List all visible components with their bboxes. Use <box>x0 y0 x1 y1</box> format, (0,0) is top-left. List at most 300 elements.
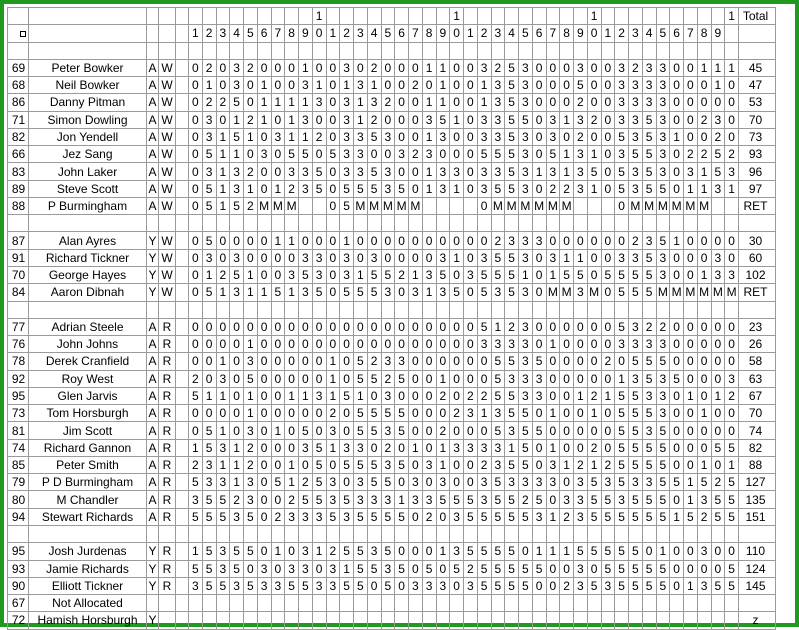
score-cell: 3 <box>491 77 505 94</box>
score-cell: 1 <box>216 284 230 301</box>
score-cell: 1 <box>697 405 711 422</box>
empty-cell <box>697 301 711 318</box>
score-cell: 3 <box>422 456 436 473</box>
score-cell: 3 <box>436 474 450 491</box>
score-cell: 5 <box>230 94 244 111</box>
score-cell: 2 <box>202 94 216 111</box>
score-cell <box>299 612 313 629</box>
score-cell: 3 <box>216 370 230 387</box>
score-cell: 3 <box>642 59 656 76</box>
score-cell: 0 <box>189 111 203 128</box>
score-cell: 1 <box>587 180 601 197</box>
empty-cell <box>159 301 176 318</box>
score-cell: 5 <box>340 284 354 301</box>
score-cell: 1 <box>244 128 258 145</box>
score-cell: 0 <box>560 560 574 577</box>
score-cell: 5 <box>216 577 230 594</box>
empty-cell <box>159 25 176 42</box>
score-cell: 1 <box>312 543 326 560</box>
score-cell: 1 <box>244 387 258 404</box>
unit-digit-cell: 9 <box>436 25 450 42</box>
score-cell: 0 <box>464 77 478 94</box>
score-cell: 0 <box>670 180 684 197</box>
score-cell: 2 <box>697 111 711 128</box>
competitor-number: 94 <box>8 508 29 525</box>
score-cell: 2 <box>367 111 381 128</box>
score-cell: 0 <box>560 387 574 404</box>
score-cell: 5 <box>354 560 368 577</box>
score-cell: 0 <box>464 232 478 249</box>
score-cell: 5 <box>615 266 629 283</box>
empty-cell <box>176 249 189 266</box>
score-cell: 2 <box>601 353 615 370</box>
score-cell: 2 <box>574 128 588 145</box>
score-cell: 2 <box>312 128 326 145</box>
empty-cell <box>505 42 519 59</box>
empty-cell <box>257 215 271 232</box>
score-cell: 5 <box>601 560 615 577</box>
total-header: Total <box>739 8 776 25</box>
score-cell: 1 <box>560 163 574 180</box>
score-cell: 3 <box>519 353 533 370</box>
tens-digit-cell <box>546 8 560 25</box>
score-cell: 0 <box>257 474 271 491</box>
score-cell: 0 <box>684 266 698 283</box>
score-cell: 0 <box>464 94 478 111</box>
score-cell: 3 <box>354 474 368 491</box>
score-cell: 0 <box>546 59 560 76</box>
competitor-row <box>8 94 776 111</box>
empty-cell <box>8 42 29 59</box>
score-cell: 3 <box>574 111 588 128</box>
score-cell: 0 <box>464 146 478 163</box>
score-cell <box>546 595 560 612</box>
score-cell: 5 <box>381 577 395 594</box>
score-cell: 3 <box>340 266 354 283</box>
score-cell: 2 <box>587 439 601 456</box>
score-cell: 0 <box>189 128 203 145</box>
empty-cell <box>491 301 505 318</box>
score-cell: 0 <box>684 128 698 145</box>
score-cell: 5 <box>464 491 478 508</box>
competitor-name: Tom Horsburgh <box>29 405 147 422</box>
score-cell: 5 <box>299 266 313 283</box>
score-cell: 1 <box>230 146 244 163</box>
score-cell: 0 <box>409 422 423 439</box>
empty-cell <box>574 42 588 59</box>
empty-cell <box>670 42 684 59</box>
score-cell: 1 <box>285 94 299 111</box>
empty-cell <box>176 543 189 560</box>
score-cell: 0 <box>532 456 546 473</box>
score-cell: 5 <box>299 491 313 508</box>
score-cell <box>629 595 643 612</box>
score-cell: 1 <box>684 180 698 197</box>
score-cell: M <box>685 199 696 214</box>
score-cell: 0 <box>202 336 216 353</box>
score-cell: 3 <box>381 180 395 197</box>
score-cell: 0 <box>409 405 423 422</box>
score-cell: 0 <box>532 128 546 145</box>
tens-digit-cell <box>244 8 258 25</box>
score-cell: 0 <box>450 474 464 491</box>
score-cell: 3 <box>519 146 533 163</box>
empty-cell <box>367 215 381 232</box>
score-cell <box>271 612 285 629</box>
score-cell: 2 <box>725 146 739 163</box>
score-cell: 5 <box>312 474 326 491</box>
score-cell: 3 <box>642 474 656 491</box>
competitor-number: 83 <box>8 163 29 180</box>
score-cell: 3 <box>340 508 354 525</box>
score-cell: 5 <box>574 266 588 283</box>
tens-digit-cell <box>477 8 491 25</box>
score-cell: M <box>534 199 545 214</box>
empty-cell <box>464 42 478 59</box>
score-cell: 2 <box>477 387 491 404</box>
class-code: A <box>148 371 157 386</box>
score-cell: 0 <box>464 59 478 76</box>
unit-digit-cell: 2 <box>477 25 491 42</box>
score-cell: 1 <box>244 405 258 422</box>
score-cell: 3 <box>230 284 244 301</box>
score-cell: 0 <box>450 232 464 249</box>
tens-digit-cell <box>491 8 505 25</box>
score-cell: 1 <box>216 146 230 163</box>
empty-cell <box>257 525 271 542</box>
score-cell: 3 <box>629 163 643 180</box>
empty-cell <box>176 94 189 111</box>
score-cell: 5 <box>340 456 354 473</box>
bike-code: W <box>159 94 176 111</box>
score-cell: 5 <box>230 266 244 283</box>
score-cell: 3 <box>642 94 656 111</box>
empty-cell <box>381 301 395 318</box>
competitor-name: P Burmingham <box>29 197 147 214</box>
score-cell: 0 <box>312 336 326 353</box>
empty-cell <box>159 8 176 25</box>
score-cell: 5 <box>505 456 519 473</box>
score-cell: 3 <box>491 405 505 422</box>
tens-digit-cell <box>189 8 203 25</box>
score-cell: M <box>355 199 366 214</box>
score-cell: 0 <box>464 474 478 491</box>
unit-digit-cell: 7 <box>271 25 285 42</box>
score-cell: 5 <box>615 405 629 422</box>
score-cell: 2 <box>230 491 244 508</box>
competitor-name: John Laker <box>29 163 147 180</box>
score-cell: 3 <box>532 387 546 404</box>
competitor-name: Josh Jurdenas <box>29 543 147 560</box>
score-cell: 3 <box>656 387 670 404</box>
total-cell: 58 <box>739 353 776 370</box>
score-cell: 5 <box>340 180 354 197</box>
score-cell: M <box>286 199 297 214</box>
score-cell: 2 <box>216 266 230 283</box>
score-cell <box>257 612 271 629</box>
score-cell: 0 <box>244 232 258 249</box>
competitor-row <box>8 543 776 560</box>
competitor-name: Adrian Steele <box>29 318 147 335</box>
score-cell: 0 <box>285 543 299 560</box>
score-cell: 0 <box>216 336 230 353</box>
score-cell: 0 <box>354 232 368 249</box>
score-cell: 0 <box>560 370 574 387</box>
score-cell: 0 <box>354 249 368 266</box>
score-cell: 2 <box>299 474 313 491</box>
score-cell: 5 <box>656 422 670 439</box>
empty-cell <box>312 42 326 59</box>
score-cell: 1 <box>436 370 450 387</box>
empty-cell <box>422 215 436 232</box>
score-cell: 5 <box>477 146 491 163</box>
score-cell: 3 <box>629 249 643 266</box>
score-cell: 5 <box>244 370 258 387</box>
score-cell: 0 <box>312 111 326 128</box>
score-cell: M <box>410 199 421 214</box>
score-cell: 0 <box>574 232 588 249</box>
score-cell: 0 <box>684 456 698 473</box>
score-cell: 3 <box>491 94 505 111</box>
tens-digit-cell: 1 <box>587 8 601 25</box>
competitor-number: 88 <box>8 197 29 214</box>
score-cell: 0 <box>409 543 423 560</box>
score-cell: 0 <box>601 94 615 111</box>
score-cell <box>560 595 574 612</box>
score-cell: 1 <box>697 163 711 180</box>
empty-cell <box>176 111 189 128</box>
score-cell: 3 <box>546 111 560 128</box>
score-cell: 3 <box>312 249 326 266</box>
score-cell: 1 <box>271 422 285 439</box>
score-cell: 0 <box>271 163 285 180</box>
score-cell <box>574 595 588 612</box>
score-cell: 5 <box>230 560 244 577</box>
score-cell: 3 <box>436 163 450 180</box>
empty-cell <box>176 336 189 353</box>
score-cell: 1 <box>615 370 629 387</box>
empty-cell <box>409 301 423 318</box>
score-cell: 1 <box>354 111 368 128</box>
score-cell: 5 <box>629 508 643 525</box>
score-cell: 0 <box>670 577 684 594</box>
score-cell: 2 <box>409 146 423 163</box>
score-cell: 5 <box>381 543 395 560</box>
score-cell: 0 <box>684 318 698 335</box>
score-cell: 3 <box>436 128 450 145</box>
score-cell: 2 <box>491 232 505 249</box>
score-cell: 3 <box>629 77 643 94</box>
competitor-row <box>8 439 776 456</box>
score-cell <box>711 595 725 612</box>
score-cell: 5 <box>615 180 629 197</box>
score-cell <box>477 595 491 612</box>
score-cell: 3 <box>656 163 670 180</box>
score-cell: 0 <box>725 543 739 560</box>
score-cell: 0 <box>257 232 271 249</box>
score-cell: 3 <box>477 59 491 76</box>
score-cell: 0 <box>436 353 450 370</box>
score-cell: 3 <box>505 370 519 387</box>
score-cell: 1 <box>216 387 230 404</box>
total-cell: 47 <box>739 77 776 94</box>
score-cell: 1 <box>354 94 368 111</box>
score-cell: 0 <box>230 370 244 387</box>
score-cell: 5 <box>312 439 326 456</box>
empty-cell <box>601 525 615 542</box>
score-cell: 3 <box>436 577 450 594</box>
score-cell: 0 <box>216 249 230 266</box>
total-cell: 70 <box>739 405 776 422</box>
score-cell: 1 <box>725 456 739 473</box>
competitor-number: 93 <box>8 560 29 577</box>
empty-cell <box>230 215 244 232</box>
score-cell: 0 <box>670 59 684 76</box>
score-cell <box>244 612 258 629</box>
empty-cell <box>532 301 546 318</box>
score-cell: 0 <box>450 422 464 439</box>
score-cell: 5 <box>615 128 629 145</box>
empty-cell <box>395 301 409 318</box>
tens-digit-cell <box>436 8 450 25</box>
score-cell: 0 <box>189 405 203 422</box>
score-cell: 0 <box>532 249 546 266</box>
empty-cell <box>739 25 776 42</box>
score-cell: M <box>369 199 380 214</box>
score-cell: 5 <box>505 353 519 370</box>
score-cell: 0 <box>189 353 203 370</box>
score-cell: 0 <box>244 77 258 94</box>
score-cell <box>189 612 203 629</box>
score-cell: 3 <box>656 266 670 283</box>
score-cell: 0 <box>285 336 299 353</box>
score-cell: 5 <box>505 405 519 422</box>
score-cell: 0 <box>395 163 409 180</box>
empty-cell <box>711 525 725 542</box>
score-cell: 2 <box>560 577 574 594</box>
empty-cell <box>629 525 643 542</box>
class-code: A <box>148 337 157 352</box>
score-cell: 5 <box>312 163 326 180</box>
score-cell: 0 <box>409 128 423 145</box>
score-cell: 0 <box>257 491 271 508</box>
score-cell: 5 <box>615 560 629 577</box>
score-cell: 0 <box>711 336 725 353</box>
score-cell: 0 <box>560 353 574 370</box>
score-cell: 5 <box>202 197 216 214</box>
header-row-units <box>8 25 776 42</box>
score-cell <box>202 612 216 629</box>
competitor-row <box>8 508 776 525</box>
score-cell: 5 <box>519 508 533 525</box>
competitor-name: Danny Pitman <box>29 94 147 111</box>
competitor-number: 92 <box>8 370 29 387</box>
empty-cell <box>244 42 258 59</box>
score-cell: 0 <box>697 370 711 387</box>
score-cell: 5 <box>587 474 601 491</box>
empty-cell <box>159 525 176 542</box>
empty-cell <box>560 525 574 542</box>
score-cell <box>422 197 436 214</box>
score-cell: 5 <box>354 353 368 370</box>
score-cell: 0 <box>381 318 395 335</box>
unit-digit-cell: 5 <box>656 25 670 42</box>
score-cell: 1 <box>601 387 615 404</box>
score-cell: 3 <box>285 508 299 525</box>
empty-cell <box>450 525 464 542</box>
score-cell: 1 <box>244 284 258 301</box>
score-cell: 1 <box>725 59 739 76</box>
score-cell: 0 <box>711 232 725 249</box>
tens-digit-cell <box>381 8 395 25</box>
competitor-name: Glen Jarvis <box>29 387 147 404</box>
score-cell: 5 <box>436 266 450 283</box>
score-cell: 5 <box>642 180 656 197</box>
competitor-row <box>8 318 776 335</box>
score-cell: 5 <box>629 266 643 283</box>
tens-digit-cell <box>216 8 230 25</box>
score-cell: 3 <box>436 180 450 197</box>
score-cell: 5 <box>560 266 574 283</box>
score-cell <box>519 595 533 612</box>
empty-cell <box>340 42 354 59</box>
score-cell: 5 <box>711 577 725 594</box>
score-cell: 2 <box>244 59 258 76</box>
score-cell: 3 <box>436 249 450 266</box>
unit-digit-cell <box>725 25 739 42</box>
score-cell: 5 <box>642 249 656 266</box>
bike-code: R <box>159 336 176 353</box>
empty-cell <box>656 215 670 232</box>
score-cell: 3 <box>656 146 670 163</box>
score-cell: 0 <box>230 422 244 439</box>
score-cell: 5 <box>477 543 491 560</box>
score-cell <box>546 612 560 629</box>
empty-cell <box>436 215 450 232</box>
score-cell: 5 <box>629 491 643 508</box>
empty-cell <box>285 215 299 232</box>
unit-digit-cell: 5 <box>519 25 533 42</box>
score-cell: 3 <box>519 59 533 76</box>
score-cell: 3 <box>436 284 450 301</box>
empty-cell <box>367 301 381 318</box>
empty-cell <box>8 215 29 232</box>
empty-cell <box>656 301 670 318</box>
score-cell: M <box>547 285 558 300</box>
score-cell: 0 <box>670 94 684 111</box>
score-cell <box>409 595 423 612</box>
score-cell: 3 <box>230 77 244 94</box>
score-cell: 0 <box>202 318 216 335</box>
score-cell: 0 <box>684 353 698 370</box>
score-cell: 1 <box>230 456 244 473</box>
competitor-row <box>8 336 776 353</box>
competitor-name: Alan Ayres <box>29 232 147 249</box>
score-cell: 5 <box>642 146 656 163</box>
empty-cell <box>189 42 203 59</box>
empty-cell <box>326 301 340 318</box>
score-cell: 3 <box>312 266 326 283</box>
score-cell: 0 <box>670 491 684 508</box>
score-cell: 0 <box>381 111 395 128</box>
score-cell: 0 <box>244 94 258 111</box>
empty-cell <box>436 301 450 318</box>
score-cell: 1 <box>244 336 258 353</box>
score-cell: 5 <box>684 508 698 525</box>
score-cell <box>381 595 395 612</box>
score-cell: 3 <box>299 180 313 197</box>
score-cell: 5 <box>271 474 285 491</box>
